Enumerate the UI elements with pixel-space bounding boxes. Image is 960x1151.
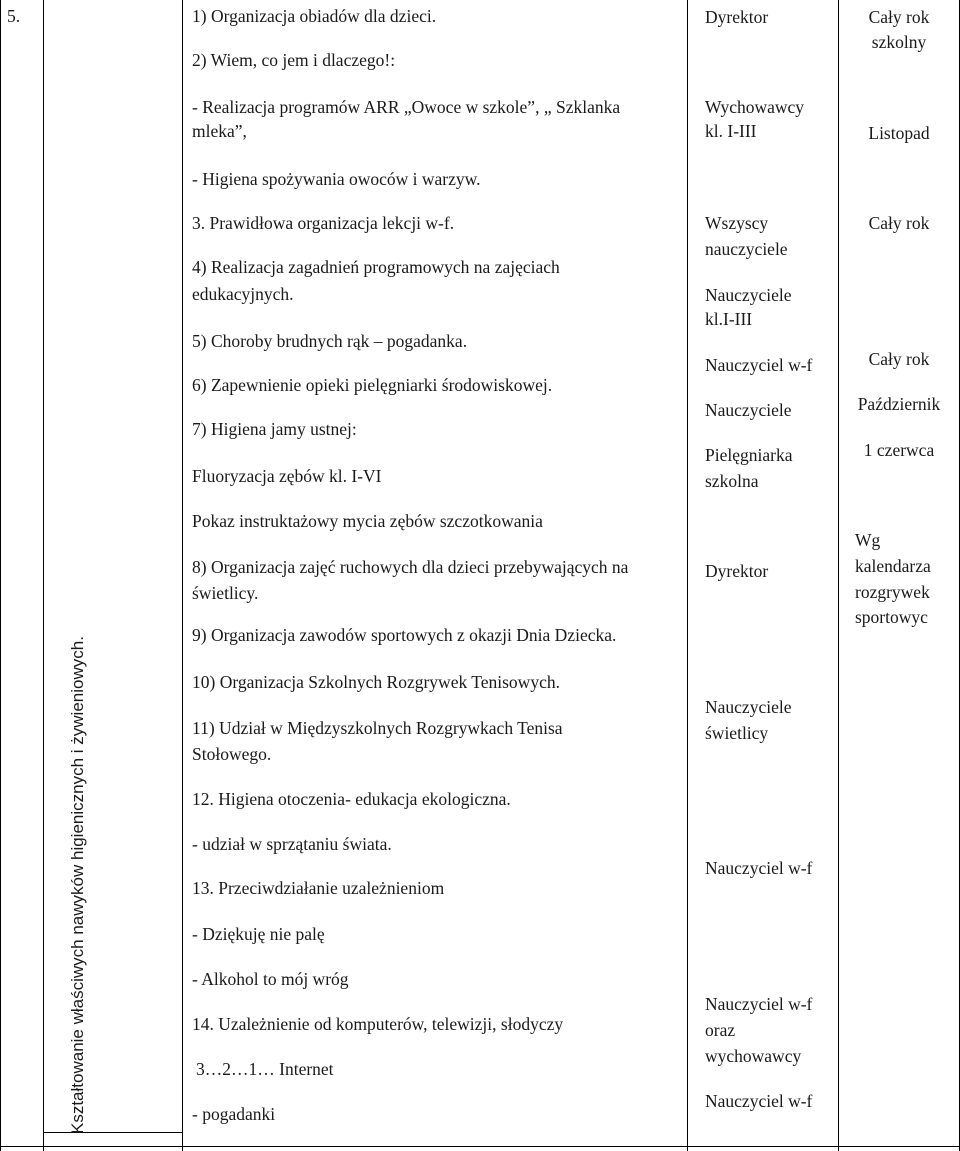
task-line-10: 6) Zapewnienie opieki pielęgniarki środowiskowej. [192, 375, 553, 395]
responsible-line-9: Nauczyciele [705, 400, 792, 420]
deadline-line-6: Październik [857, 394, 941, 414]
task-line-15: świetlicy. [192, 583, 259, 603]
column-divider-1 [43, 0, 44, 1151]
responsible-line-15: Nauczyciel w-f [705, 858, 813, 878]
responsible-line-18: wychowawcy [705, 1046, 802, 1066]
task-line-14: 8) Organizacja zajęć ruchowych dla dzieci przebywających na [192, 557, 629, 577]
row-number: 5. [7, 6, 21, 26]
task-line-16: 9) Organizacja zawodów sportowych z okazji Dnia Dziecka. [192, 625, 617, 645]
inner-box-bottom [43, 1132, 183, 1133]
deadline-line-9: kalendarza [855, 556, 931, 576]
responsible-line-14: świetlicy [705, 723, 769, 743]
task-line-18: 11) Udział w Międzyszkolnych Rozgrywkach Tenisa [192, 718, 563, 738]
task-line-21: - udział w sprzątaniu świata. [192, 834, 392, 854]
deadline-line-4: Cały rok [868, 213, 930, 233]
responsible-line-1: Dyrektor [705, 7, 769, 27]
column-divider-2 [182, 0, 183, 1151]
task-line-20: 12. Higiena otoczenia- edukacja ekologiczna. [192, 789, 511, 809]
area-title-vertical: Kształtowanie właściwych nawyków higienicznych i żywieniowych. [68, 636, 87, 1134]
deadline-line-10: rozgrywek [855, 582, 930, 602]
task-line-2: 2) Wiem, co jem i dlaczego!: [192, 50, 396, 70]
column-divider-4 [838, 0, 839, 1151]
task-line-19: Stołowego. [192, 744, 272, 764]
task-line-8: edukacyjnych. [192, 284, 294, 304]
task-line-11: 7) Higiena jamy ustnej: [192, 419, 357, 439]
responsible-line-5: nauczyciele [705, 239, 788, 259]
responsible-line-4: Wszyscy [705, 213, 769, 233]
responsible-line-17: oraz [705, 1020, 736, 1040]
responsible-line-13: Nauczyciele [705, 697, 792, 717]
task-line-9: 5) Choroby brudnych rąk – pogadanka. [192, 331, 468, 351]
deadline-line-7: 1 czerwca [863, 440, 935, 460]
task-line-22: 13. Przeciwdziałanie uzależnieniom [192, 878, 445, 898]
responsible-line-3: kl. I-III [705, 121, 757, 141]
task-line-13: Pokaz instruktażowy mycia zębów szczotkowania [192, 511, 543, 531]
task-line-7: 4) Realizacja zagadnień programowych na zajęciach [192, 257, 560, 277]
task-line-12: Fluoryzacja zębów kl. I-VI [192, 466, 382, 486]
deadline-line-3: Listopad [868, 123, 930, 143]
responsible-line-12: Dyrektor [705, 561, 769, 581]
task-line-4: mleka”, [192, 121, 247, 141]
responsible-line-7: kl.I-III [705, 309, 753, 329]
task-line-17: 10) Organizacja Szkolnych Rozgrywek Tenisowych. [192, 672, 560, 692]
responsible-line-10: Pielęgniarka [705, 445, 793, 465]
task-line-26: 3…2…1… Internet [196, 1059, 334, 1079]
deadline-line-2: szkolny [871, 32, 927, 52]
table-border-bottom [0, 1146, 960, 1147]
responsible-line-8: Nauczyciel w-f [705, 355, 813, 375]
task-line-5: - Higiena spożywania owoców i warzyw. [192, 169, 481, 189]
task-line-3: - Realizacja programów ARR „Owoce w szkole”, „ Szklanka [192, 97, 621, 117]
responsible-line-2: Wychowawcy [705, 97, 805, 117]
responsible-line-19: Nauczyciel w-f [705, 1091, 813, 1111]
column-divider-3 [687, 0, 688, 1151]
deadline-line-5: Cały rok [868, 349, 930, 369]
responsible-line-16: Nauczyciel w-f [705, 994, 813, 1014]
task-line-23: - Dziękuję nie palę [192, 924, 325, 944]
task-line-24: - Alkohol to mój wróg [192, 969, 349, 989]
responsible-line-11: szkolna [705, 471, 759, 491]
deadline-line-11: sportowyc [855, 607, 928, 627]
deadline-line-8: Wg [855, 530, 881, 550]
task-line-1: 1) Organizacja obiadów dla dzieci. [192, 6, 437, 26]
task-line-27: - pogadanki [192, 1104, 276, 1124]
deadline-line-1: Cały rok [868, 7, 930, 27]
responsible-line-6: Nauczyciele [705, 285, 792, 305]
task-line-25: 14. Uzależnienie od komputerów, telewizji, słodyczy [192, 1014, 564, 1034]
table-border-left [0, 0, 1, 1151]
task-line-6: 3. Prawidłowa organizacja lekcji w-f. [192, 213, 455, 233]
